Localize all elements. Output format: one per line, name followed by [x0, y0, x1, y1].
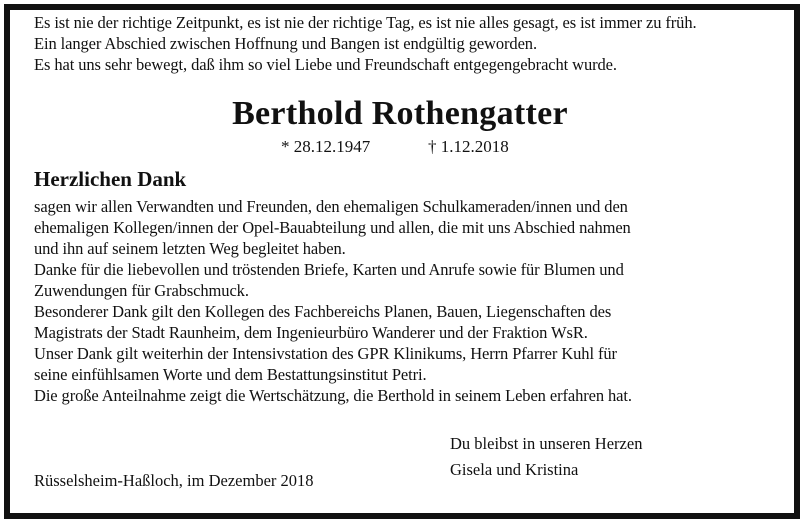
intro-line: Ein langer Abschied zwischen Hoffnung und Bangen ist endgültig geworden. [34, 34, 537, 53]
thanks-heading: Herzlichen Dank [34, 167, 187, 191]
body-line: Zuwendungen für Grabschmuck. [34, 281, 249, 300]
birth-date: * 28.12.1947 [281, 137, 371, 156]
place-date: Rüsselsheim-Haßloch, im Dezember 2018 [34, 471, 314, 490]
intro-verse [34, 12, 697, 75]
intro-line: Es hat uns sehr bewegt, daß ihm so viel Liebe und Freundschaft entgegengebracht wurde. [34, 55, 617, 74]
body-line: Unser Dank gilt weiterhin der Intensivstation des GPR Klinikums, Herrn Pfarrer Kuhl für [34, 344, 617, 363]
body-line: Besonderer Dank gilt den Kollegen des Fachbereichs Planen, Bauen, Liegenschaften des [34, 302, 612, 321]
closing-signature [450, 433, 642, 480]
intro-line: Es ist nie der richtige Zeitpunkt, es ist nie der richtige Tag, es ist nie alles gesagt, es ist immer zu früh. [34, 13, 697, 32]
body-line: Magistrats der Stadt Raunheim, dem Ingenieurbüro Wanderer und der Fraktion WsR. [34, 323, 588, 342]
body-line: und ihn auf seinem letzten Weg begleitet haben. [34, 239, 346, 258]
signatories: Gisela und Kristina [450, 460, 579, 479]
deceased-name: Berthold Rothengatter [232, 95, 568, 132]
body-line: Die große Anteilnahme zeigt die Wertschätzung, die Berthold in seinem Leben erfahren hat. [34, 386, 632, 405]
body-line: seine einfühlsamen Worte und dem Bestattungsinstitut Petri. [34, 365, 427, 384]
thanks-text [34, 196, 632, 406]
body-line: ehemaligen Kollegen/innen der Opel-Bauabteilung und allen, die mit uns Abschied nahmen [34, 218, 631, 237]
body-line: sagen wir allen Verwandten und Freunden, den ehemaligen Schulkameraden/innen und den [34, 197, 628, 216]
death-date: † 1.12.2018 [428, 137, 509, 156]
body-line: Danke für die liebevollen und tröstenden Briefe, Karten und Anrufe sowie für Blumen und [34, 260, 624, 279]
closing-line: Du bleibst in unseren Herzen [450, 434, 643, 453]
